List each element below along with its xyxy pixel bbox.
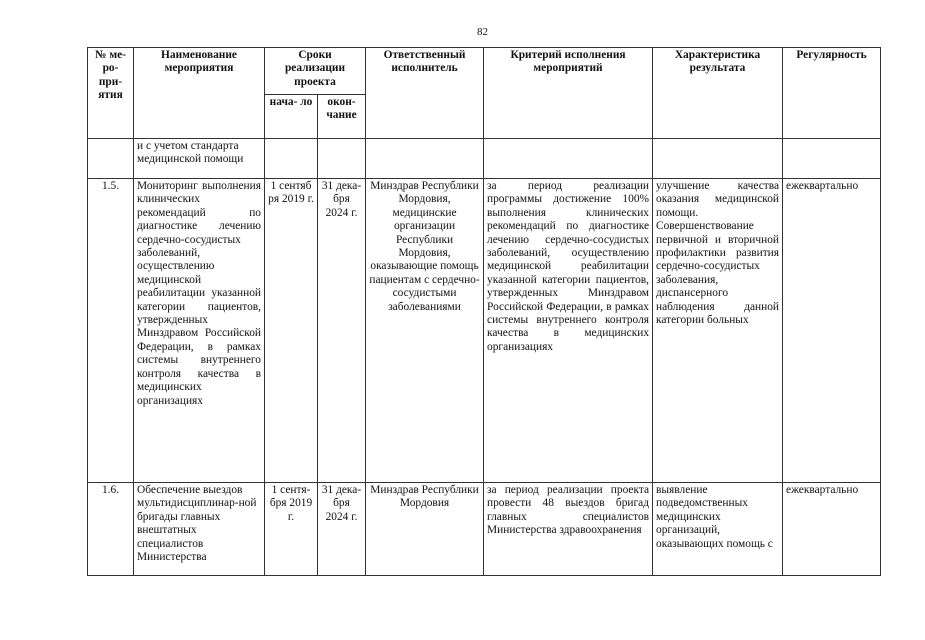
table-row <box>88 139 881 179</box>
table-row <box>88 483 881 576</box>
cell-name: Мониторинг выполнения клинических рекомендаций по диагностике лечению сердечно-сосудистых заболеваний, осуществлению медицинской реабилитации указанной категории пациентов, утвержденных Минздравом Российской Федерации, в рамках системы внутреннего контроля качества в медицинских организациях <box>134 179 265 483</box>
cell-name: Обеспечение выездов мультидисциплинар-ной бригады главных внештатных специалистов Министерства <box>134 483 265 576</box>
page-number: 82 <box>477 26 488 38</box>
activities-table <box>87 47 881 576</box>
cell-num <box>88 139 134 179</box>
header-start: нача- ло <box>265 95 318 139</box>
cell-regularity: ежеквартально <box>783 483 881 576</box>
cell-end: 31 дека- бря 2024 г. <box>318 483 366 576</box>
cell-end: 31 дека- бря 2024 г. <box>318 179 366 483</box>
header-result: Характеристика результата <box>653 48 783 139</box>
cell-start <box>265 139 318 179</box>
cell-num: 1.5. <box>88 179 134 483</box>
cell-start: 1 сентяб ря 2019 г. <box>265 179 318 483</box>
cell-criterion: за период реализации проекта провести 48 выездов бригад главных специалистов Министерства здравоохранения <box>484 483 653 576</box>
cell-result <box>653 139 783 179</box>
header-regularity: Регулярность <box>783 48 881 139</box>
table-row <box>88 179 881 483</box>
header-end: окон- чание <box>318 95 366 139</box>
cell-regularity <box>783 139 881 179</box>
cell-criterion: за период реализации программы достижение 100% выполнения клинических рекомендаций по диагностике лечению сердечно-сосудистых заболеваний, осуществлению медицинской реабилитации указанной категории пациентов, утвержденных Минздравом Российской Федерации, в рамках системы внутреннего контроля качества в медицинских организациях <box>484 179 653 483</box>
cell-result: выявление подведомственных медицинских организаций, оказывающих помощь с <box>653 483 783 576</box>
header-responsible: Ответственный исполнитель <box>366 48 484 139</box>
cell-regularity: ежеквартально <box>783 179 881 483</box>
cell-responsible: Минздрав Республики Мордовия, медицинские организации Республики Мордовия, оказывающие помощь пациентам с сердечно- сосудистыми заболеваниями <box>366 179 484 483</box>
cell-responsible <box>366 139 484 179</box>
cell-responsible: Минздрав Республики Мордовия <box>366 483 484 576</box>
header-number: № ме- ро- при- ятия <box>88 48 134 139</box>
cell-result: улучшение качества оказания медицинской помощи. Совершенствование первичной и вторичной профилактики развития сердечно-сосудистых заболевания, диспансерного наблюдения данной категории больных <box>653 179 783 483</box>
cell-end <box>318 139 366 179</box>
cell-criterion <box>484 139 653 179</box>
header-criterion: Критерий исполнения мероприятий <box>484 48 653 139</box>
header-name: Наименование мероприятия <box>134 48 265 139</box>
header-terms: Сроки реализации проекта <box>265 48 366 95</box>
cell-name: и с учетом стандарта медицинской помощи <box>134 139 265 179</box>
cell-start: 1 сентя- бря 2019 г. <box>265 483 318 576</box>
cell-num: 1.6. <box>88 483 134 576</box>
